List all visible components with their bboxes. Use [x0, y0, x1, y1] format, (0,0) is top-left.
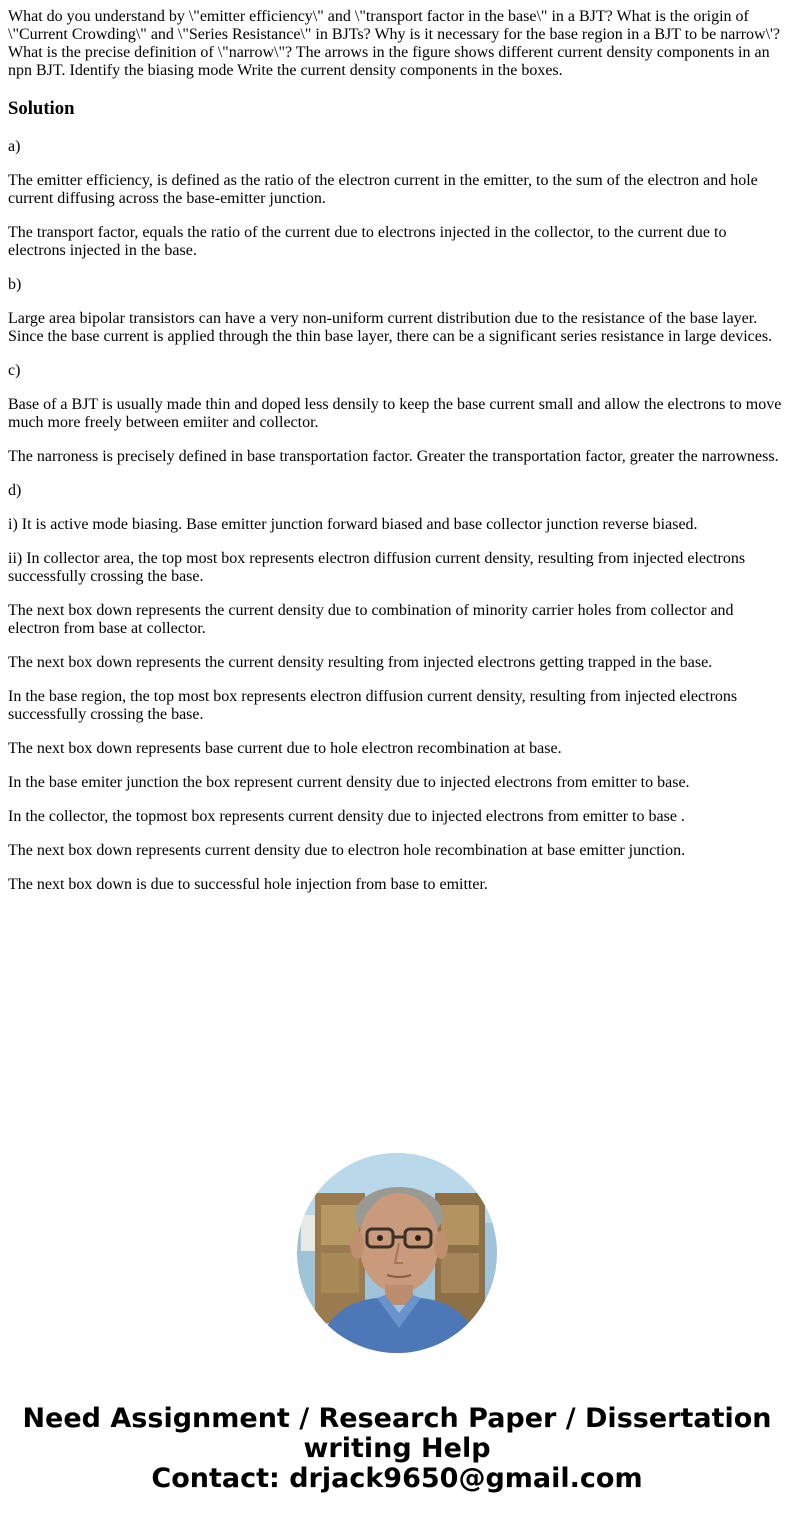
promo-line: writing Help — [303, 1433, 491, 1464]
avatar — [297, 1153, 497, 1353]
paragraph: The next box down is due to successful hole injection from base to emitter. — [8, 876, 488, 893]
paragraph: The transport factor, equals the ratio of the current due to electrons injected in the collector, to the current due to electrons injected in the base. — [8, 224, 727, 259]
paragraph: d) — [8, 482, 22, 499]
promo-banner — [0, 1404, 794, 1494]
question-text: What do you understand by \"emitter efficiency\" and \"transport factor in the base\" in a BJT? What is the origin of \"Current Crowding\" and \"Series Resistance\" in BJTs? Why is it necessary for the base region in a BJT to be narrow\'? What is the precise definition of \"narrow\"? The arrows in the figure shows different current density components in an npn BJT. Identify the biasing mode Write the current density components in the boxes. — [8, 8, 781, 79]
contact-line: Contact: drjack9650@gmail.com — [151, 1463, 643, 1494]
article — [8, 8, 786, 910]
paragraph: In the collector, the topmost box represents current density due to injected electrons from emitter to base . — [8, 808, 685, 825]
paragraph: Base of a BJT is usually made thin and doped less densily to keep the base current small and allow the electrons to move much more freely between emiiter and collector. — [8, 396, 782, 431]
paragraph: b) — [8, 276, 22, 293]
paragraph: a) — [8, 138, 21, 155]
paragraph: In the base region, the top most box represents electron diffusion current density, resulting from injected electrons successfully crossing the base. — [8, 688, 738, 723]
promo-line: Need Assignment / Research Paper / Dissertation — [22, 1403, 772, 1434]
paragraph: ii) In collector area, the top most box represents electron diffusion current density, resulting from injected electrons successfully crossing the base. — [8, 550, 746, 585]
solution-heading: Solution — [8, 98, 75, 119]
paragraph: The next box down represents current density due to electron hole recombination at base emitter junction. — [8, 842, 686, 859]
portrait-image — [297, 1153, 497, 1353]
paragraph: The next box down represents base current due to hole electron recombination at base. — [8, 740, 562, 757]
paragraph: The next box down represents the current density due to combination of minority carrier holes from collector and electron from base at collector. — [8, 602, 734, 637]
paragraph: Large area bipolar transistors can have a very non-uniform current distribution due to the resistance of the base layer. Since the base current is applied through the thin base layer, there can be a significant series resistance in large devices. — [8, 310, 773, 345]
paragraph: The emitter efficiency, is defined as the ratio of the electron current in the emitter, to the sum of the electron and hole current diffusing across the base-emitter junction. — [8, 172, 758, 207]
paragraph: The narroness is precisely defined in base transportation factor. Greater the transportation factor, greater the narrowness. — [8, 448, 779, 465]
paragraph: i) It is active mode biasing. Base emitter junction forward biased and base collector junction reverse biased. — [8, 516, 698, 533]
paragraph: The next box down represents the current density resulting from injected electrons getting trapped in the base. — [8, 654, 713, 671]
paragraph: c) — [8, 362, 21, 379]
paragraph: In the base emiter junction the box represent current density due to injected electrons from emitter to base. — [8, 774, 690, 791]
